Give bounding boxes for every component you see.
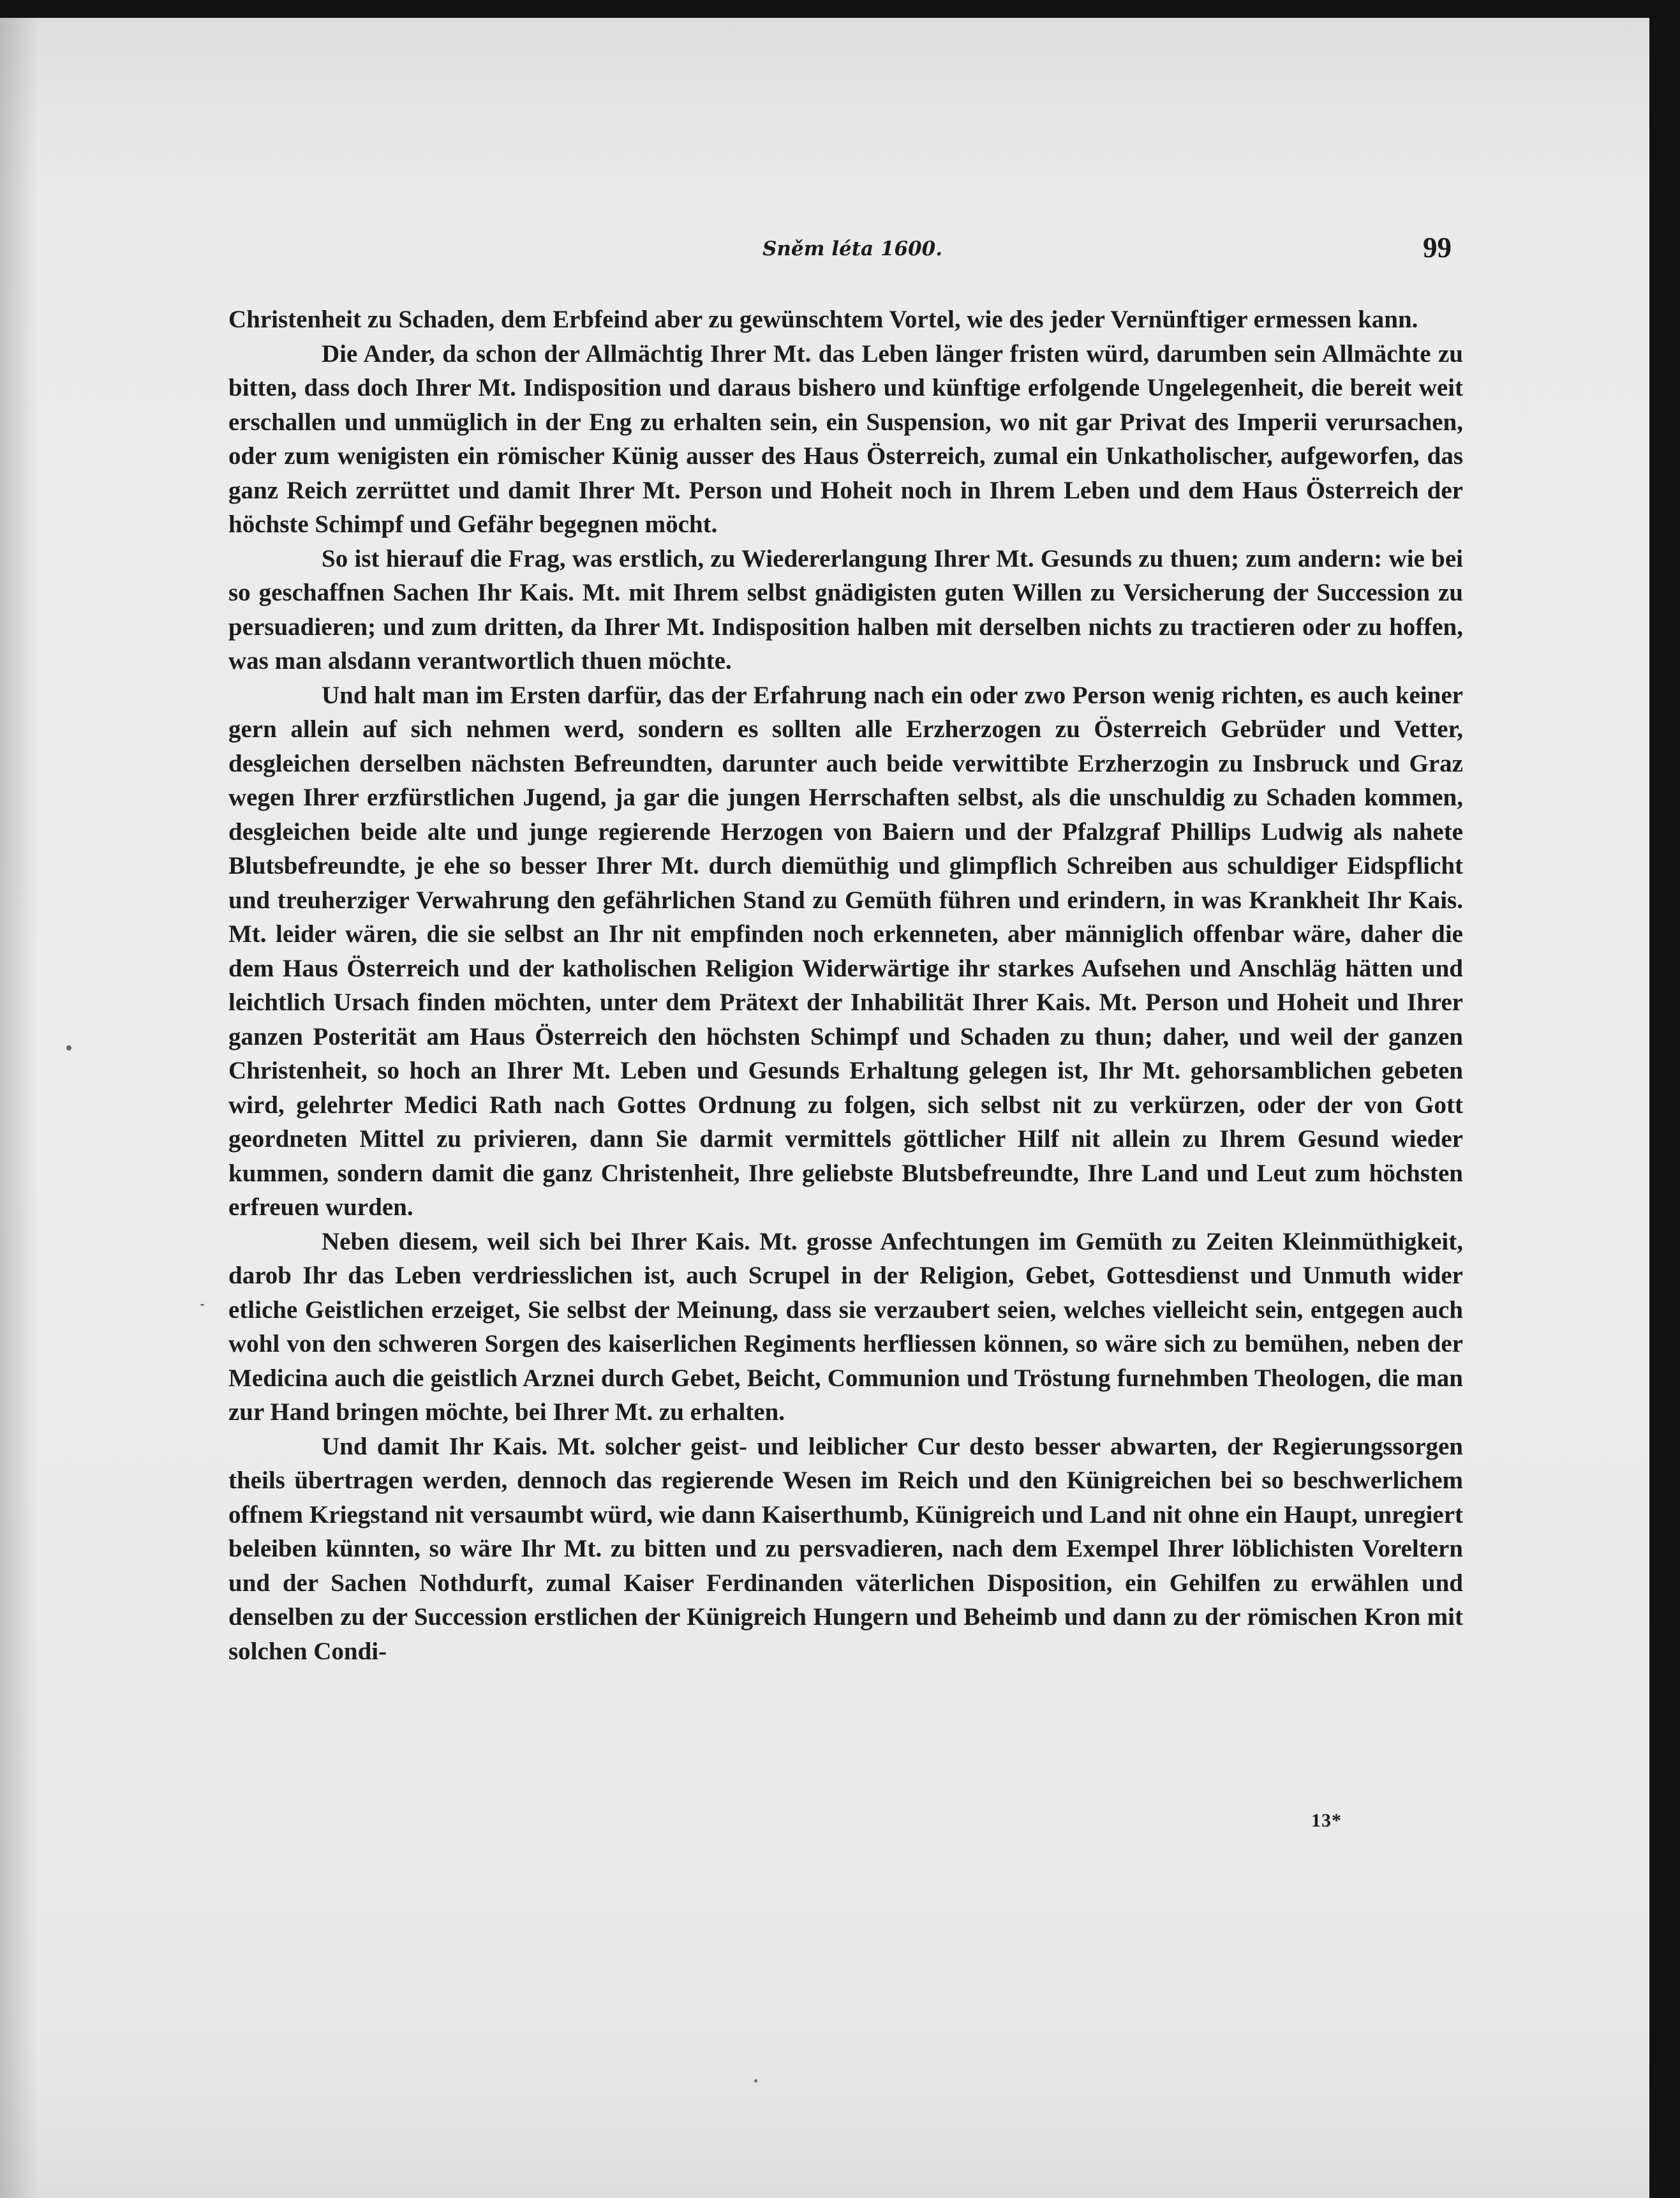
body-text [228,303,1463,1668]
running-title: Sněm léta 1600. [762,237,943,260]
page-speck [200,1304,204,1306]
page-number: 99 [1423,232,1452,264]
paragraph: So ist hierauf die Frag, was erstlich, zu Wiedererlangung Ihrer Mt. Gesunds zu thuen; zum andern: wie bei so geschaffnen Sachen Ihr Kais. Mt. mit Ihrem selbst gnädigisten guten Willen zu Versicherung der Succession zu persuadieren; und zum dritten, da Ihrer Mt. Indisposition halben mit derselben nichts zu tractieren oder zu hoffen, was man alsdann verantwortlich thuen möchte. [228,544,1463,675]
paragraph: Und damit Ihr Kais. Mt. solcher geist- und leiblicher Cur desto besser abwarten, der Regierungssorgen theils übertragen werden, dennoch das regierende Wesen im Reich und den Künigreichen bei so beschwerlichem offnem Kriegstand nit versaumbt würd, wie dann Kaiserthumb, Künigreich und Land nit ohne ein Haupt, unregiert beleiben künnten, so wäre Ihr Mt. zu bitten und zu persvadieren, nach dem Exempel Ihrer löblichisten Voreltern und der Sachen Nothdurft, zumal Kaiser Ferdinanden väterlichen Disposition, ein Gehilfen zu erwählen und denselben zu der Succession erstlichen der Künigreich Hungern und Beheimb und dann zu der römischen Kron mit solchen Condi- [228,1432,1463,1665]
paragraph: Und halt man im Ersten darfür, das der Erfahrung nach ein oder zwo Person wenig richten, es auch keiner gern allein auf sich nehmen werd, sondern es sollten alle Erzherzogen zu Österreich Gebrüder und Vetter, desgleichen derselben nächsten Befreundten, darunter auch beide verwittibte Erzherzogin zu Insbruck und Graz wegen Ihrer erzfürstlichen Jugend, ja gar die jungen Herrschaften selbst, als die unschuldig zu Schaden kommen, desgleichen beide alte und junge regierende Herzogen von Baiern und der Pfalzgraf Phillips Ludwig als nahete Blutsbefreundte, je ehe so besser Ihrer Mt. durch diemüthig und glimpflich Schreiben aus schuldiger Eidspflicht und treuherziger Verwahrung den gefährlichen Stand zu Gemüth führen und erindern, in was Krankheit Ihr Kais. Mt. leider wären, die sie selbst an Ihr nit empfinden noch erkenneten, aber männiglich offenbar wäre, daher die dem Haus Österreich und der katholischen Religion Widerwärtige ihr starkes Aufsehen und Anschläg hätten und leichtlich Ursach finden möchten, unter dem Prätext der Inhabilität Ihrer Kais. Mt. Person und Hoheit und Ihrer ganzen Posterität am Haus Österreich den höchsten Schimpf und Schaden zu thun; daher, und weil der ganzen Christenheit, so hoch an Ihrer Mt. Leben und Gesunds Erhaltung gelegen ist, Ihr Mt. gehorsamblichen gebeten wird, gelehrter Medici Rath nach Gottes Ordnung zu folgen, sich selbst nit zu verkürzen, oder der von Gott geordneten Mittel zu privieren, dann Sie darmit vermittels göttlicher Hilf nit allein zu Ihrem Gesund wieder kummen, sondern damit die ganz Christenheit, Ihre geliebste Blutsbefreundte, Ihre Land und Leut zum höchsten erfreuen wurden. [228,681,1463,1221]
paragraph: Neben diesem, weil sich bei Ihrer Kais. Mt. grosse Anfechtungen im Gemüth zu Zeiten Kleinmüthigkeit, darob Ihr das Leben verdriesslichen ist, auch Scrupel in der Religion, Gebet, Gottesdienst und Unmuth wider etliche Geistlichen erzeiget, Sie selbst der Meinung, dass sie verzaubert seien, welches vielleicht sein, entgegen auch wohl von den schweren Sorgen des kaiserlichen Regiments herfliessen können, so wäre sich zu bemühen, neben der Medicina auch die geistlich Arznei durch Gebet, Beicht, Communion und Tröstung furnehmben Theologen, die man zur Hand bringen möchte, bei Ihrer Mt. zu erhalten. [228,1227,1463,1426]
signature-mark: 13* [1311,1810,1342,1831]
page-speck [754,2079,757,2082]
page-speck [66,1045,71,1050]
paragraph: Die Ander, da schon der Allmächtig Ihrer Mt. das Leben länger fristen würd, darumben sein Allmächte zu bitten, dass doch Ihrer Mt. Indisposition und daraus bishero und künftige erfolgende Ungelegenheit, die bereit weit erschallen und unmüglich in der Eng zu erhalten sein, ein Suspension, wo nit gar Privat des Imperii verursachen, oder zum wenigisten ein römischer Künig ausser des Haus Österreich, zumal ein Unkatholischer, aufgeworfen, das ganz Reich zerrüttet und damit Ihrer Mt. Person und Hoheit noch in Ihrem Leben und dem Haus Österreich der höchste Schimpf und Gefähr begegnen möcht. [228,340,1463,538]
running-header [0,223,1649,274]
paragraph-continuation: Christenheit zu Schaden, dem Erbfeind aber zu gewünschtem Vortel, wie des jeder Vernünftiger ermessen kann. [228,306,1418,333]
document-page [0,18,1649,2198]
